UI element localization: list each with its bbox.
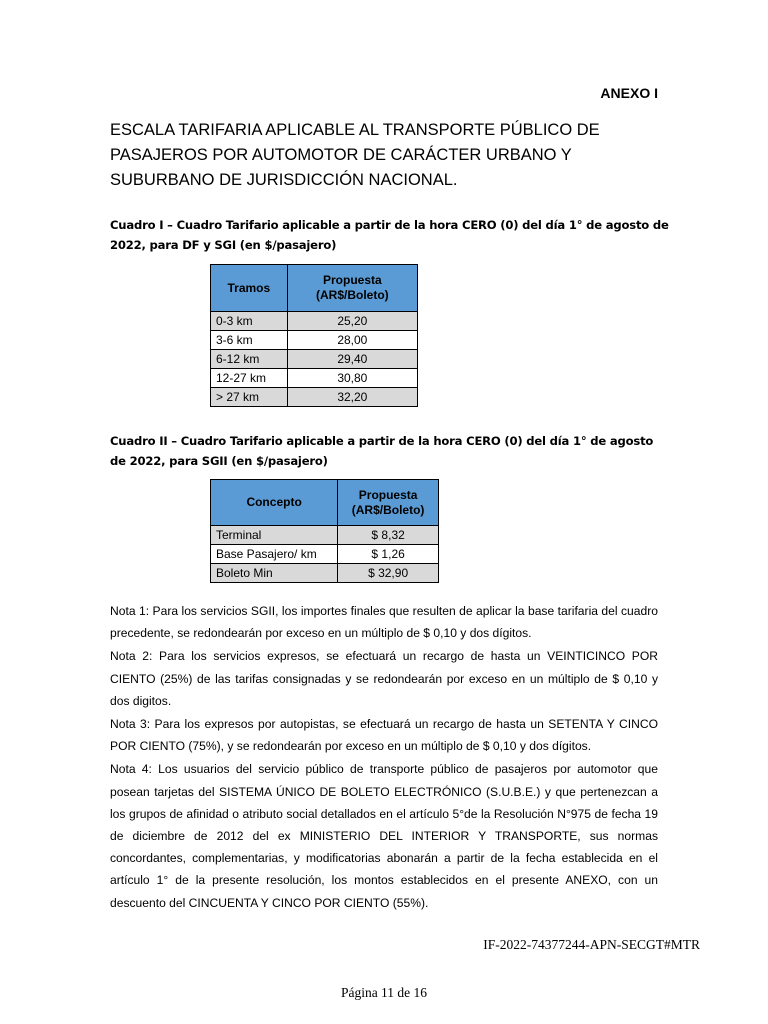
- tramo-cell: 3-6 km: [211, 331, 288, 350]
- tramo-cell: 6-12 km: [211, 350, 288, 369]
- value-cell: $ 8,32: [338, 526, 439, 545]
- column-header: Propuesta (AR$/Boleto): [287, 265, 417, 312]
- concepto-cell: Terminal: [211, 526, 338, 545]
- cuadro-2-table: [210, 479, 439, 583]
- value-cell: 29,40: [287, 350, 417, 369]
- concepto-cell: Boleto Min: [211, 564, 338, 583]
- table-row: [211, 388, 418, 407]
- table-row: [211, 545, 439, 564]
- table-row: [211, 350, 418, 369]
- concepto-cell: Base Pasajero/ km: [211, 545, 338, 564]
- note-3: Nota 3: Para los expresos por autopistas, se efectuará un recargo de hasta un SETENTA Y CINCO POR CIENTO (75%), y se redondearán por exceso en un múltiplo de $ 0,10 y dos dígitos.: [110, 717, 658, 754]
- column-header: Propuesta (AR$/Boleto): [338, 480, 439, 526]
- value-cell: 28,00: [287, 331, 417, 350]
- tramo-cell: 0-3 km: [211, 312, 288, 331]
- column-header: Tramos: [211, 265, 288, 312]
- value-cell: 30,80: [287, 369, 417, 388]
- note-2: Nota 2: Para los servicios expresos, se efectuará un recargo de hasta un VEINTICINCO POR CIENTO (25%) de las tarifas consignadas y se redondearán por exceso en un múltiplo de $ 0,10 y dos digitos.: [110, 649, 658, 708]
- page-number: Página 11 de 16: [340, 985, 428, 1000]
- table-row: [211, 564, 439, 583]
- cuadro-1-table: [210, 264, 418, 407]
- value-cell: 32,20: [287, 388, 417, 407]
- annex-heading: ANEXO I: [600, 85, 658, 101]
- cuadro-2-title: Cuadro II – Cuadro Tarifario aplicable a partir de la hora CERO (0) del día 1° de agosto de 2022, para SGII (en $/pasajero): [110, 434, 654, 468]
- value-cell: $ 1,26: [338, 545, 439, 564]
- value-cell: $ 32,90: [338, 564, 439, 583]
- note-1: Nota 1: Para los servicios SGII, los importes finales que resulten de aplicar la base tarifaria del cuadro precedente, se redondearán por exceso en un múltiplo de $ 0,10 y dos dígitos.: [110, 604, 658, 641]
- document-title: ESCALA TARIFARIA APLICABLE AL TRANSPORTE PÚBLICO DE PASAJEROS POR AUTOMOTOR DE CARÁCTER URBANO Y SUBURBANO DE JURISDICCIÓN NACIONAL.: [110, 121, 600, 189]
- cuadro-1-title: Cuadro I – Cuadro Tarifario aplicable a partir de la hora CERO (0) del día 1° de agosto de 2022, para DF y SGI (en $/pasajero): [110, 218, 669, 252]
- tramo-cell: > 27 km: [211, 388, 288, 407]
- table-row: [211, 331, 418, 350]
- value-cell: 25,20: [287, 312, 417, 331]
- tramo-cell: 12-27 km: [211, 369, 288, 388]
- table-row: [211, 312, 418, 331]
- note-4: Nota 4: Los usuarios del servicio público de transporte público de pasajeros por automotor que posean tarjetas del SISTEMA ÚNICO DE BOLETO ELECTRÓNICO (S.U.B.E.) y que pertenezcan a los grupos de afinidad o atributo social detallados en el artículo 5°de la Resolución N°975 de fecha 19 de diciembre de 2012 del ex MINISTERIO DEL INTERIOR Y TRANSPORTE, sus normas concordantes, complementarias, y modificatorias abonarán a partir de la fecha establecida en el artículo 1° de la presente resolución, los montos establecidos en el presente ANEXO, con un descuento del CINCUENTA Y CINCO POR CIENTO (55%).: [110, 762, 658, 910]
- table-row: [211, 526, 439, 545]
- table-row: [211, 369, 418, 388]
- column-header: Concepto: [211, 480, 338, 526]
- document-id: IF-2022-74377244-APN-SECGT#MTR: [483, 937, 700, 952]
- notes-section: [110, 600, 658, 915]
